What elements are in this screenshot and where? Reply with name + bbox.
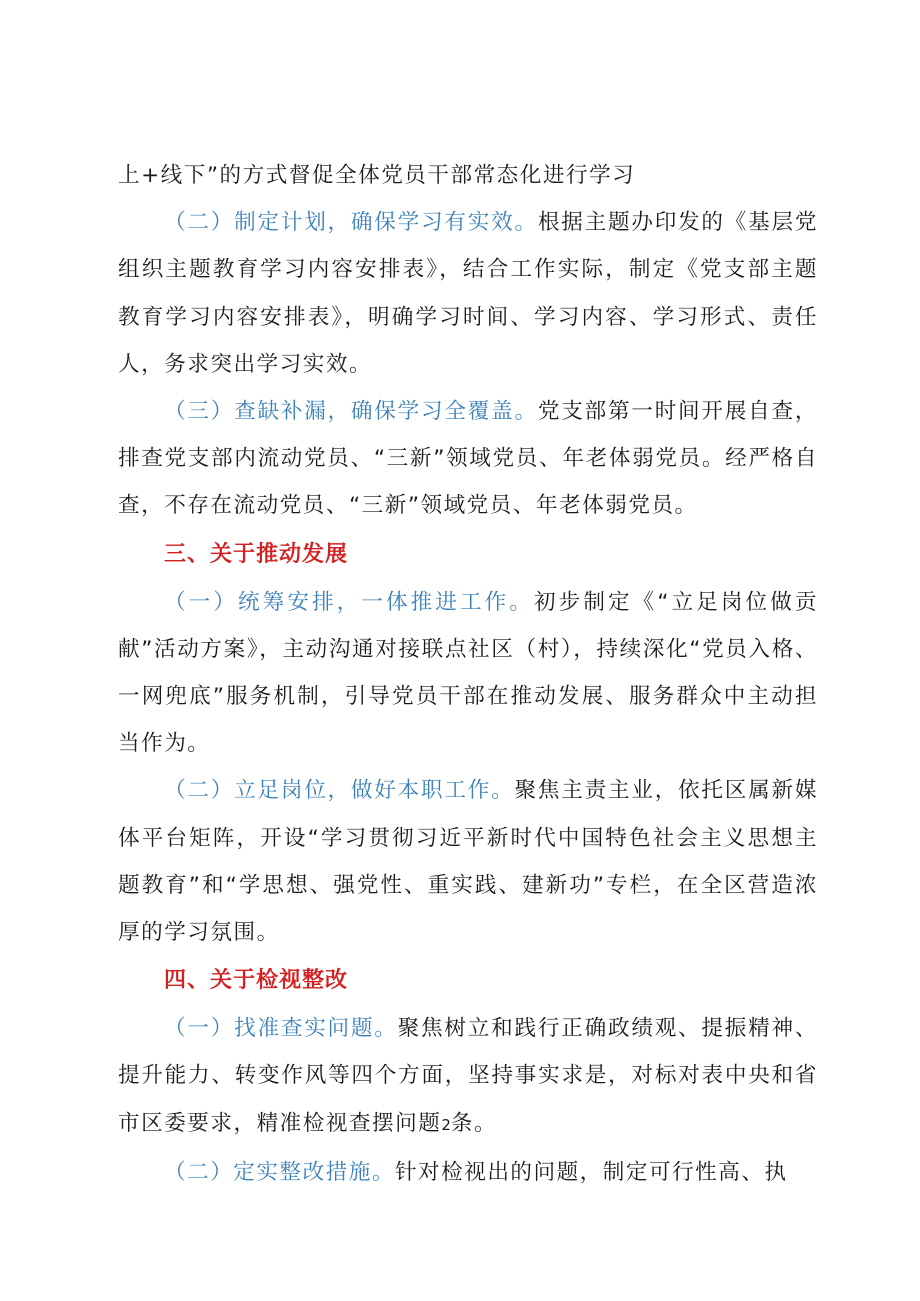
paragraph-text: 针对检视出的问题，制定可行性高、执 [394, 1159, 788, 1185]
paragraph-make-plan [118, 199, 818, 388]
paragraph-text: 聚焦树立和践行正确政绩观、提振精神、提升能力、转变作风等四个方面，坚持事实求是，对标对表中央和省市区委要求，精准检视查摆问题 [118, 1016, 818, 1136]
paragraph-text: 条。 [450, 1110, 498, 1136]
paragraph-continuation: 上+线下”的方式督促全体党员干部常态化进行学习 [118, 163, 636, 188]
section-heading-promote-development: 三、关于推动发展 [164, 541, 349, 567]
subheading-job-duties: （二）立足岗位，做好本职工作。 [164, 778, 515, 804]
paragraph-overall-planning [118, 579, 818, 768]
problem-count: 2 [441, 1115, 451, 1134]
subheading-find-problems: （一）找准查实问题。 [164, 1016, 398, 1042]
subheading-overall-planning: （一）统筹安排，一体推进工作。 [164, 589, 534, 615]
subheading-make-plan: （二）制定计划，确保学习有实效。 [164, 210, 538, 236]
paragraph-job-duties [118, 767, 818, 956]
paragraph-fill-gaps [118, 388, 818, 530]
document-body [118, 152, 818, 1196]
paragraph-rectification-measures [118, 1149, 818, 1196]
paragraph-text: 初步制定《“立足岗位做贡献”活动方案》，主动沟通对接联点社区（村），持续深化“党员入格、一网兜底”服务机制，引导党员干部在推动发展、服务群众中主动担当作为。 [118, 589, 818, 757]
subheading-fill-gaps: （三）查缺补漏，确保学习全覆盖。 [164, 399, 538, 425]
paragraph-text: 党支部第一时间开展自查，排查党支部内流动党员、“三新”领域党员、年老体弱党员。经严格自查，不存在流动党员、“三新”领域党员、年老体弱党员。 [118, 399, 818, 519]
paragraph-find-problems [118, 1005, 818, 1149]
subheading-rectification-measures: （二）定实整改措施。 [164, 1159, 395, 1185]
section-heading-inspection-rectification: 四、关于检视整改 [164, 968, 349, 994]
paragraph-text: 根据主题办印发的《基层党组织主题教育学习内容安排表》，结合工作实际，制定《党支部主题教育学习内容安排表》，明确学习时间、学习内容、学习形式、责任人，务求突出学习实效。 [118, 210, 818, 377]
paragraph-text: 聚焦主责主业，依托区属新媒体平台矩阵，开设“学习贯彻习近平新时代中国特色社会主义思想主题教育”和“学思想、强党性、重实践、建新功”专栏，在全区营造浓厚的学习氛围。 [118, 778, 818, 946]
